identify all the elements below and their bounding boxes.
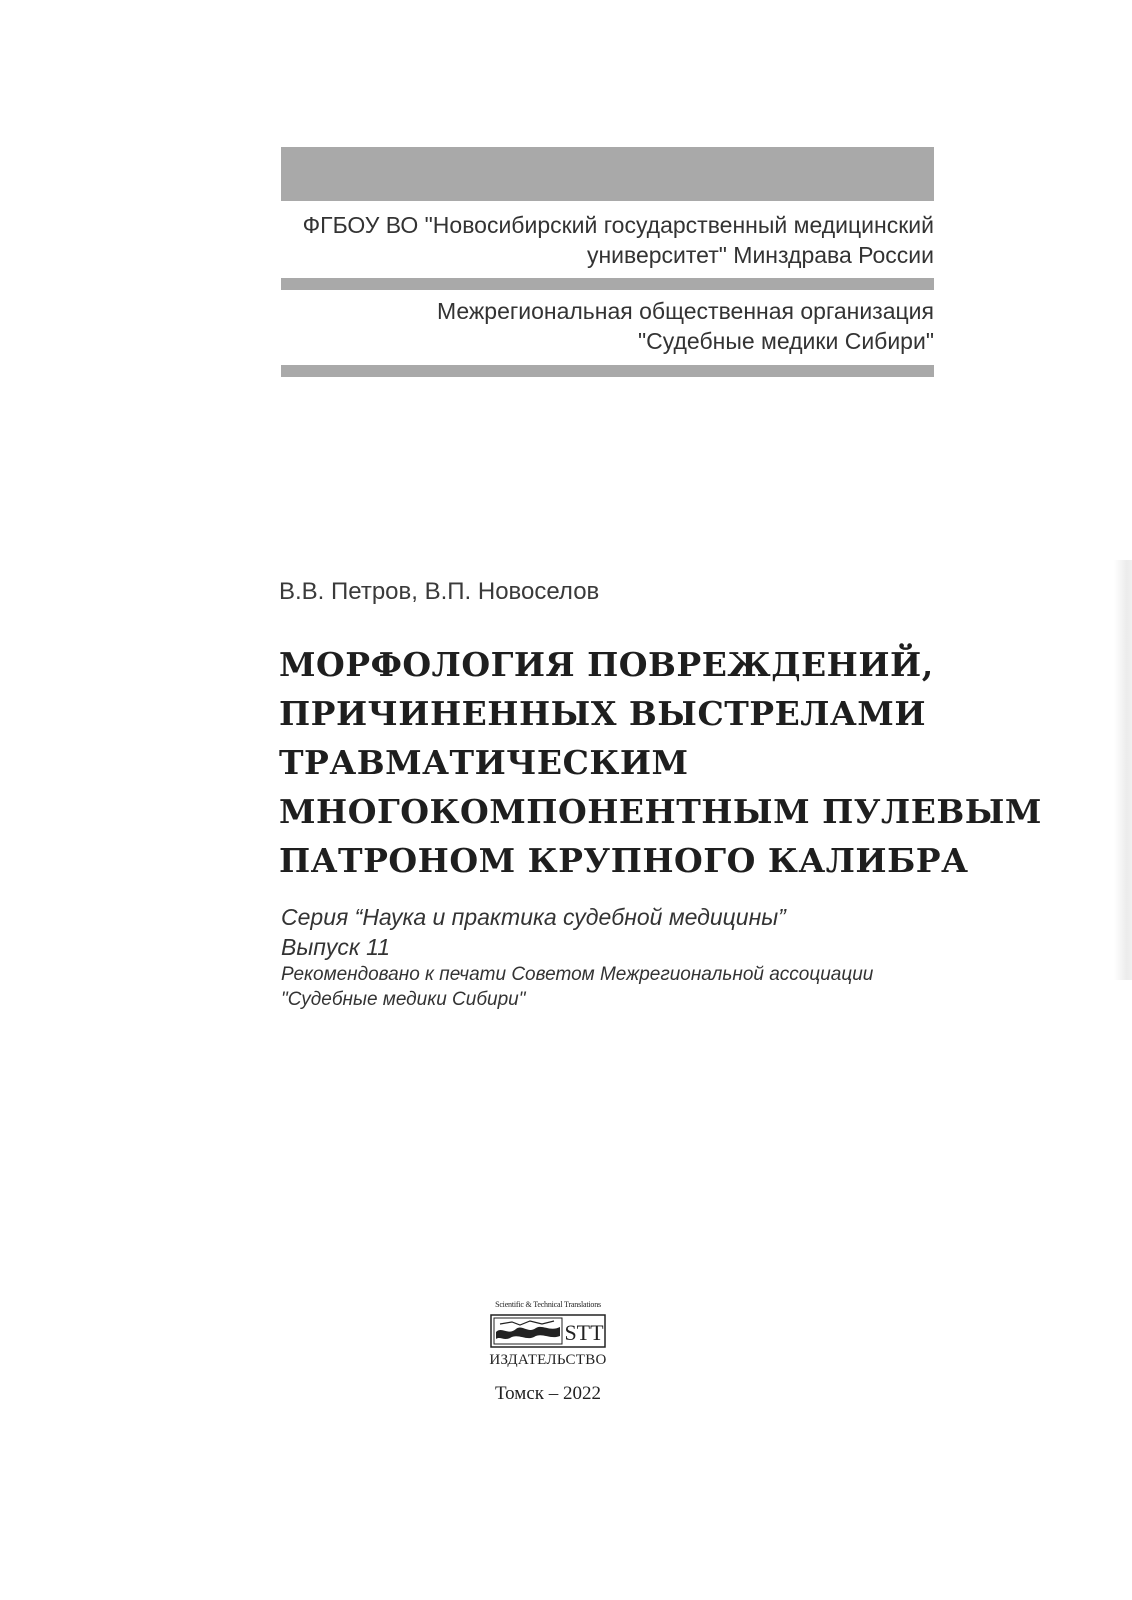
title-line: ПАТРОНОМ КРУПНОГО КАЛИБРА xyxy=(279,841,969,880)
title-line: МОРФОЛОГИЯ ПОВРЕЖДЕНИЙ, xyxy=(279,645,934,684)
publisher-block xyxy=(480,1300,616,1405)
publisher-name: ИЗДАТЕЛЬСТВО xyxy=(489,1352,607,1368)
header-gray-bar xyxy=(281,147,934,201)
series-name: Серия “Наука и практика судебной медицины” xyxy=(281,904,786,930)
university-name-line-2: университет" Минздрава России xyxy=(586,242,934,268)
organization-name-line-2: "Судебные медики Сибири" xyxy=(637,328,934,354)
page-edge-shadow xyxy=(1114,560,1132,980)
recommendation-line-1: Рекомендовано к печати Советом Межрегиональной ассоциации xyxy=(281,964,874,985)
publication-place-year: Томск – 2022 xyxy=(494,1383,601,1404)
series-issue: Выпуск 11 xyxy=(281,934,391,960)
organization-name-line-1: Межрегиональная общественная организация xyxy=(436,298,934,324)
divider-bar xyxy=(281,278,934,290)
divider-bar-bottom xyxy=(281,365,934,377)
publisher-logo-text: STT xyxy=(564,1320,604,1345)
title-line: ТРАВМАТИЧЕСКИМ xyxy=(279,743,689,782)
university-name-line-1: ФГБОУ ВО "Новосибирский государственный медицинский xyxy=(302,212,934,238)
book-title xyxy=(279,640,1042,885)
organization-name xyxy=(437,296,934,356)
title-line: МНОГОКОМПОНЕНТНЫМ ПУЛЕВЫМ xyxy=(279,792,1042,831)
recommendation-line-2: "Судебные медики Сибири" xyxy=(281,989,526,1010)
series-info xyxy=(281,902,873,1012)
publisher-tagline: Scientific & Technical Translations xyxy=(495,1300,601,1309)
publisher-logo-icon xyxy=(490,1314,606,1348)
authors: В.В. Петров, В.П. Новоселов xyxy=(279,578,600,605)
university-name xyxy=(303,210,934,270)
title-line: ПРИЧИНЕННЫХ ВЫСТРЕЛАМИ xyxy=(279,694,927,733)
